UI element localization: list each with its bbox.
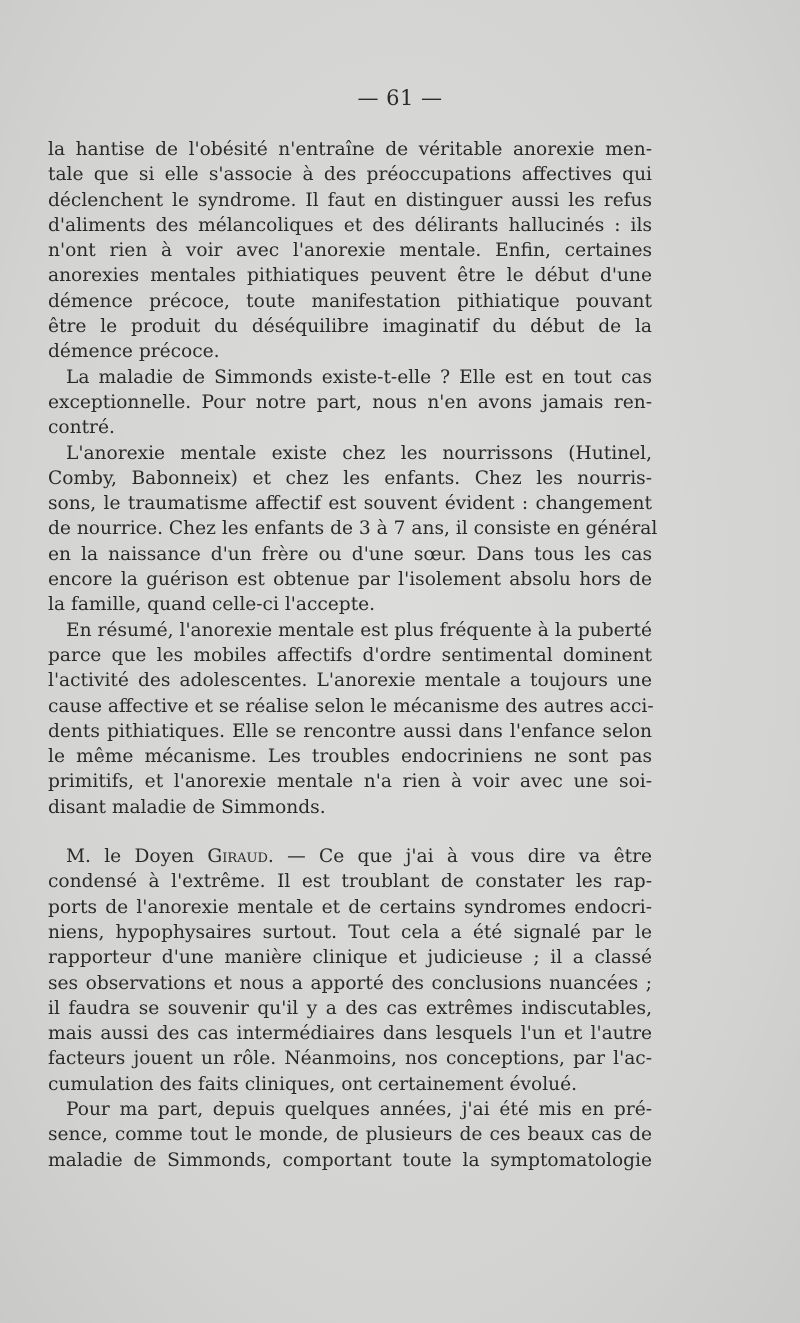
text-line: d'aliments des mélancoliques et des délirants hallucinés : ils <box>48 214 652 236</box>
text-line: la famille, quand celle-ci l'accepte. <box>48 594 376 616</box>
text-line: anorexies mentales pithiatiques peuvent être le début d'une <box>48 265 652 287</box>
text-line: démence précoce. <box>48 341 220 363</box>
text-line: Pour ma part, depuis quelques années, j'ai été mis en pré- <box>66 1098 652 1120</box>
text-line: maladie de Simmonds, comportant toute la symptomatologie <box>48 1149 652 1171</box>
text-line: condensé à l'extrême. Il est troublant de constater les rap- <box>48 871 652 893</box>
text-line: être le produit du déséquilibre imaginatif du début de la <box>48 316 652 338</box>
text-line: en la naissance d'un frère ou d'une sœur. Dans tous les cas <box>48 543 652 565</box>
text-line: ports de l'anorexie mentale et de certains syndromes endocri- <box>48 896 652 918</box>
text-line: facteurs jouent un rôle. Néanmoins, nos conceptions, par l'ac- <box>48 1048 652 1070</box>
text-line: cause affective et se réalise selon le mécanisme des autres acci- <box>48 695 654 717</box>
paragraph-1 <box>48 137 652 365</box>
text-line: la hantise de l'obésité n'entraîne de véritable anorexie men- <box>48 139 652 160</box>
speaker-prefix: M. le Doyen <box>66 846 208 868</box>
speech-first-line <box>48 844 652 869</box>
body-text <box>48 137 658 1173</box>
final-paragraph <box>48 1097 652 1173</box>
text-line: niens, hypophysaires surtout. Tout cela a été signalé par le <box>48 921 652 943</box>
text-line: sons, le traumatisme affectif est souvent évident : changement <box>48 493 652 515</box>
page-number: — 61 — <box>357 86 443 110</box>
text-line: dents pithiatiques. Elle se rencontre aussi dans l'enfance selon <box>48 720 652 742</box>
text-line: primitifs, et l'anorexie mentale n'a rien à voir avec une soi- <box>48 771 652 793</box>
text-line: de nourrice. Chez les enfants de 3 à 7 ans, il consiste en général <box>48 518 658 540</box>
text-line: ses observations et nous a apporté des conclusions nuancées ; <box>48 972 652 994</box>
text-line: disant maladie de Simmonds. <box>48 796 326 818</box>
paragraph-4 <box>48 618 652 820</box>
speaker-name: Giraud <box>207 846 268 868</box>
paragraph-2 <box>48 365 652 441</box>
text-line: il faudra se souvenir qu'il y a des cas extrêmes indiscutables, <box>48 997 652 1019</box>
text-line: cumulation des faits cliniques, ont certainement évolué. <box>48 1073 578 1095</box>
text-line: encore la guérison est obtenue par l'isolement absolu hors de <box>48 569 652 591</box>
text-line: contré. <box>48 417 115 439</box>
speech-first-line-rest: . — Ce que j'ai à vous dire va être <box>267 846 652 868</box>
paragraph-3 <box>48 441 658 618</box>
text-line: démence précoce, toute manifestation pithiatique pouvant <box>48 290 652 312</box>
text-line: parce que les mobiles affectifs d'ordre sentimental dominent <box>48 644 652 666</box>
text-line: La maladie de Simmonds existe-t-elle ? Elle est en tout cas <box>66 366 652 388</box>
text-line: En résumé, l'anorexie mentale est plus fréquente à la puberté <box>66 619 652 641</box>
speech-paragraph <box>48 844 652 1097</box>
text-line: le même mécanisme. Les troubles endocriniens ne sont pas <box>48 746 652 768</box>
text-line: exceptionnelle. Pour notre part, nous n'en avons jamais ren- <box>48 391 652 413</box>
text-line: l'activité des adolescentes. L'anorexie mentale a toujours une <box>48 670 652 692</box>
text-line: L'anorexie mentale existe chez les nourrissons (Hutinel, <box>66 442 652 464</box>
text-line: tale que si elle s'associe à des préoccupations affectives qui <box>48 164 652 186</box>
text-line: rapporteur d'une manière clinique et judicieuse ; il a classé <box>48 947 652 969</box>
text-line: n'ont rien à voir avec l'anorexie mentale. Enfin, certaines <box>48 240 652 262</box>
text-line: sence, comme tout le monde, de plusieurs de ces beaux cas de <box>48 1124 652 1146</box>
text-line: déclenchent le syndrome. Il faut en distinguer aussi les refus <box>48 189 652 211</box>
text-line: Comby, Babonneix) et chez les enfants. Chez les nourris- <box>48 467 652 489</box>
text-line: mais aussi des cas intermédiaires dans lesquels l'un et l'autre <box>48 1023 652 1045</box>
